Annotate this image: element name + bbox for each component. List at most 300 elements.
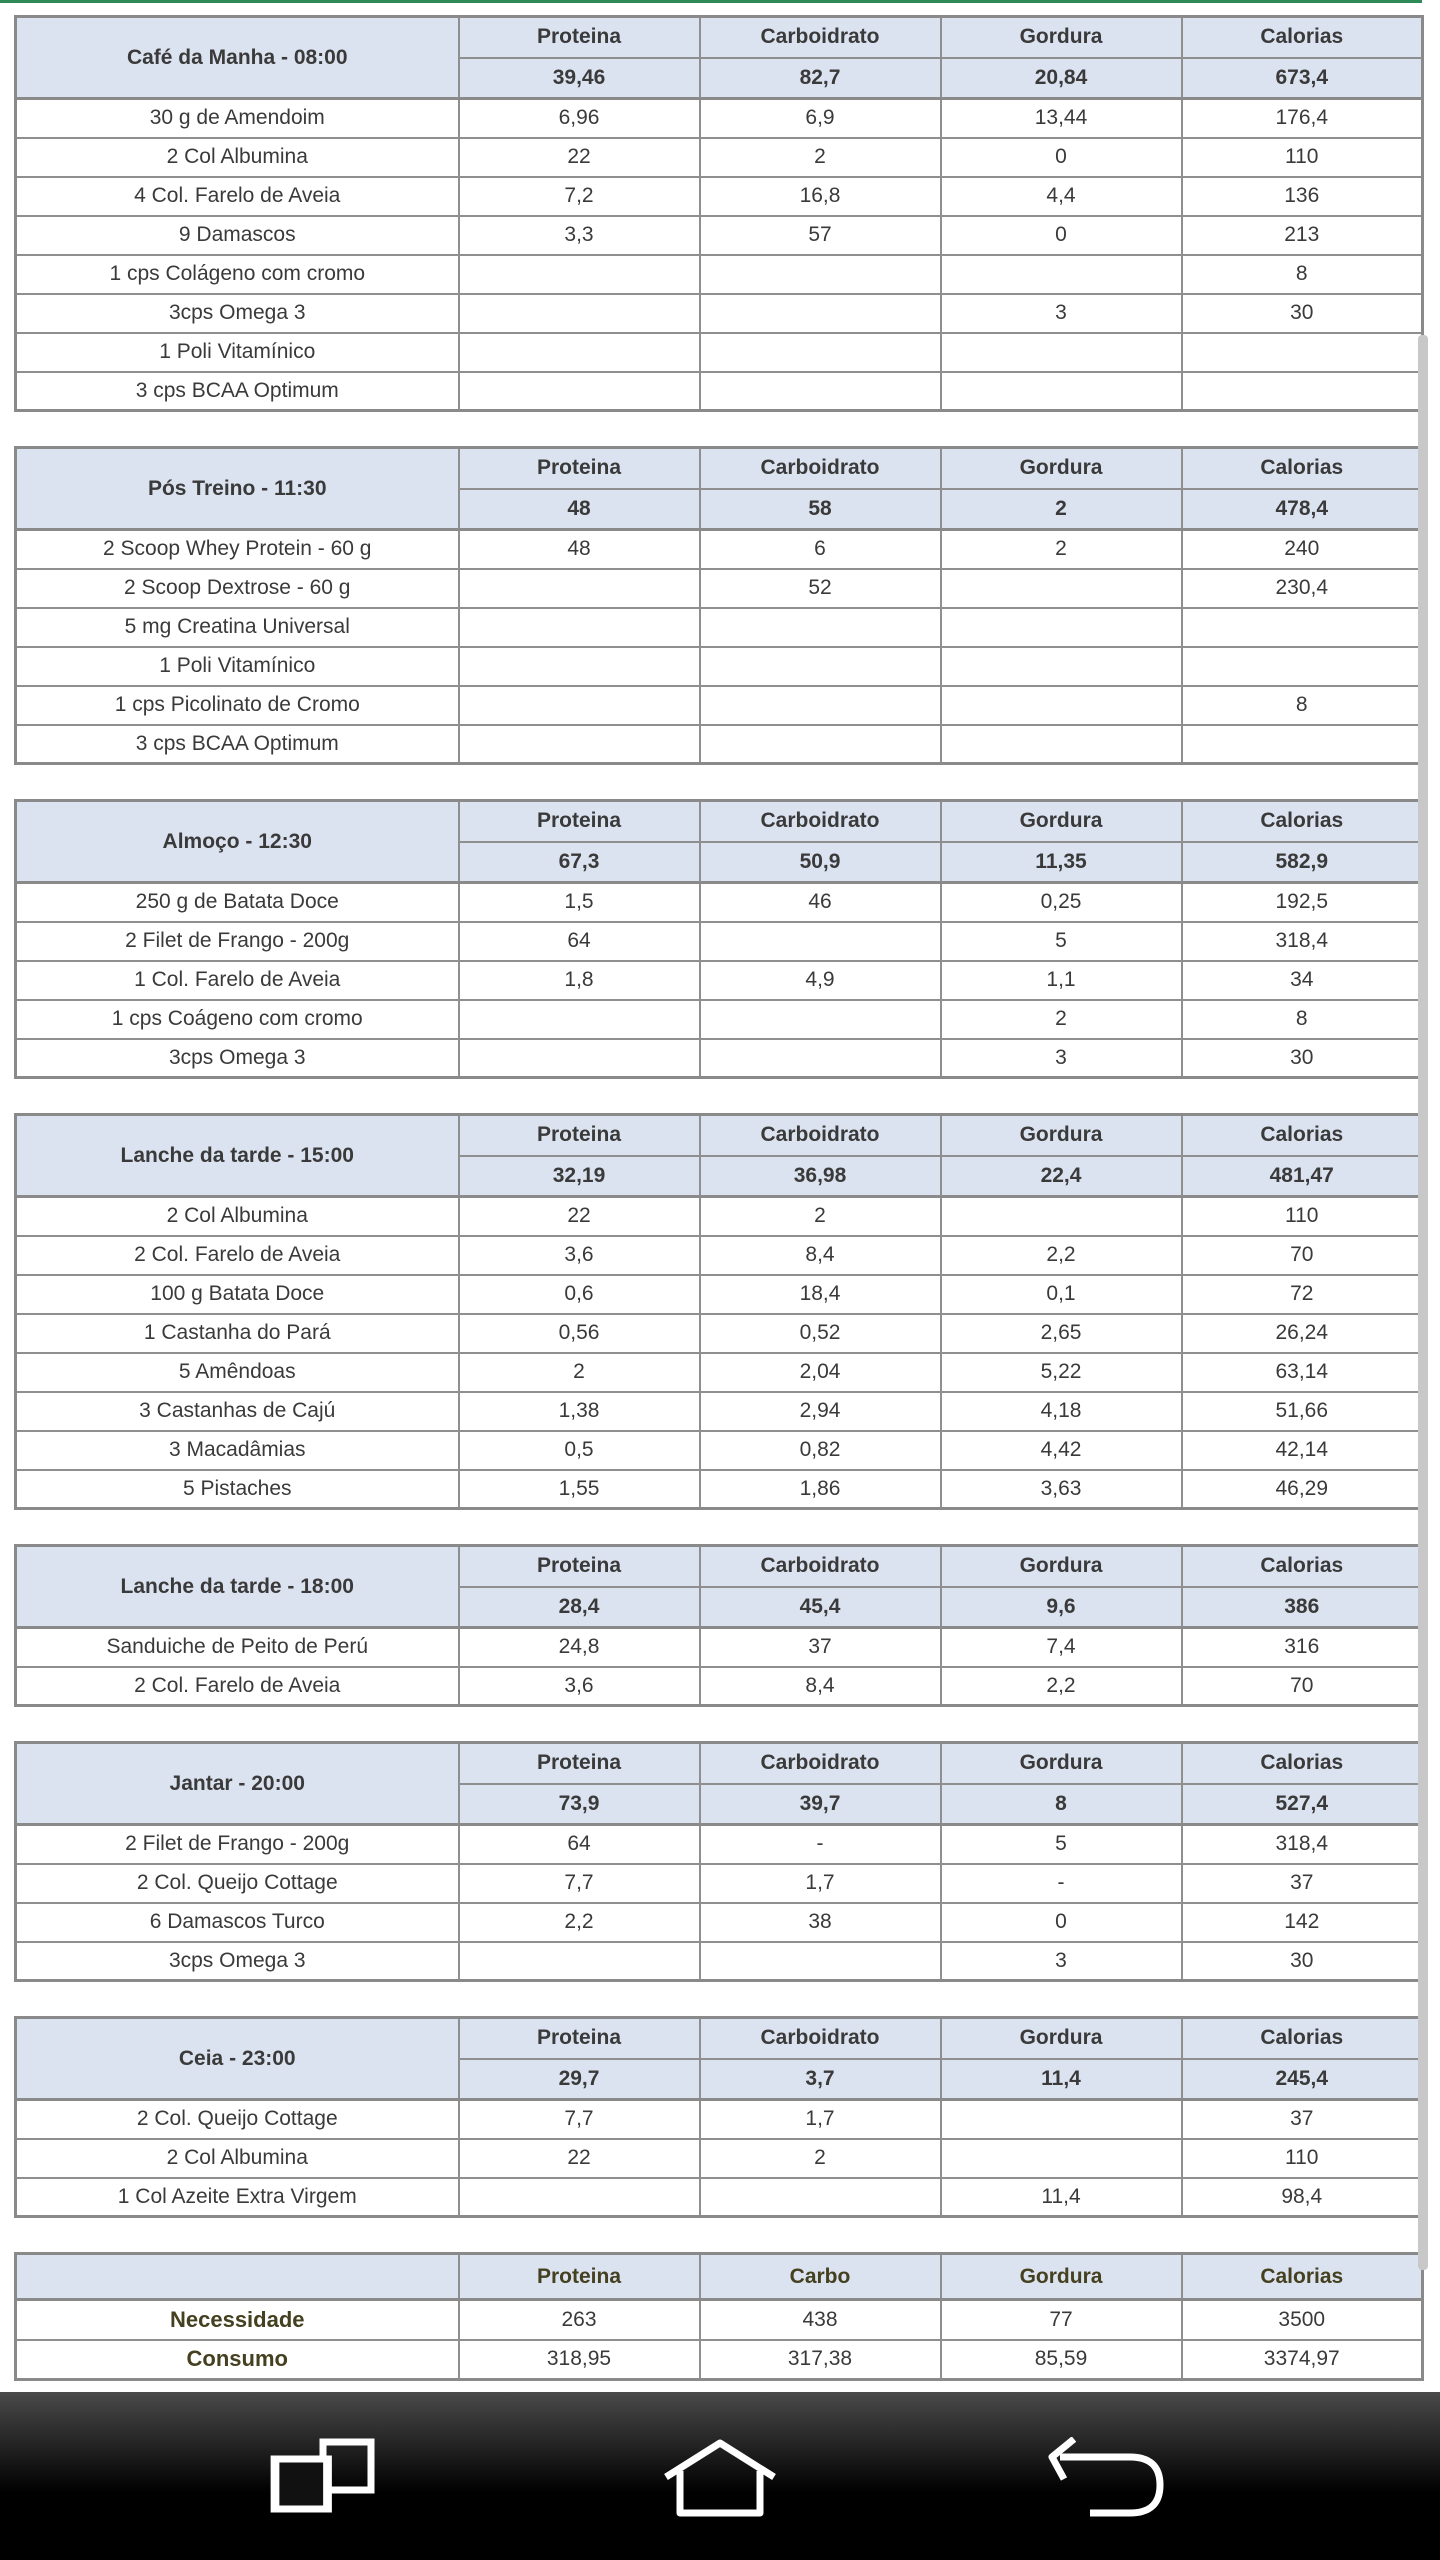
food-name: 3cps Omega 3 bbox=[16, 1942, 459, 1981]
food-name: 1 cps Colágeno com cromo bbox=[16, 255, 459, 294]
meal-total: 67,3 bbox=[459, 842, 700, 883]
food-name: Sanduiche de Peito de Perú bbox=[16, 1628, 459, 1667]
nutrient-value: 37 bbox=[1182, 1864, 1423, 1903]
nutrient-value bbox=[700, 725, 941, 764]
column-header: Calorias bbox=[1182, 1743, 1423, 1784]
nutrient-value: 4,9 bbox=[700, 961, 941, 1000]
food-name: 2 Col Albumina bbox=[16, 2139, 459, 2178]
food-row bbox=[16, 1275, 1423, 1314]
food-row bbox=[16, 177, 1423, 216]
meal-total: 58 bbox=[700, 489, 941, 530]
nutrient-value: 3,3 bbox=[459, 216, 700, 255]
nutrient-value: 6,9 bbox=[700, 99, 941, 138]
nutrient-value: 2 bbox=[941, 530, 1182, 569]
food-row bbox=[16, 255, 1423, 294]
nutrient-value: 1,7 bbox=[700, 2100, 941, 2139]
food-row bbox=[16, 1667, 1423, 1706]
nutrient-value: 5 bbox=[941, 922, 1182, 961]
meal-table bbox=[14, 446, 1424, 765]
column-header: Calorias bbox=[1182, 1115, 1423, 1156]
food-row bbox=[16, 1236, 1423, 1275]
nutrient-value bbox=[459, 255, 700, 294]
nutrient-value bbox=[700, 2178, 941, 2217]
food-name: 2 Col. Queijo Cottage bbox=[16, 2100, 459, 2139]
food-row bbox=[16, 922, 1423, 961]
nutrient-value: 30 bbox=[1182, 1942, 1423, 1981]
food-row bbox=[16, 647, 1423, 686]
meal-total: 8 bbox=[941, 1784, 1182, 1825]
nutrient-value: 4,18 bbox=[941, 1392, 1182, 1431]
food-name: 1 cps Coágeno com cromo bbox=[16, 1000, 459, 1039]
nutrient-value bbox=[941, 608, 1182, 647]
nutrient-value: 7,2 bbox=[459, 177, 700, 216]
back-icon bbox=[1030, 2437, 1190, 2517]
nutrient-value bbox=[459, 372, 700, 411]
food-name: 3 cps BCAA Optimum bbox=[16, 725, 459, 764]
meal-total: 9,6 bbox=[941, 1587, 1182, 1628]
nutrient-value: 2 bbox=[700, 138, 941, 177]
nutrient-value bbox=[459, 1000, 700, 1039]
food-row bbox=[16, 2178, 1423, 2217]
nutrient-value: 52 bbox=[700, 569, 941, 608]
nutrient-value: 0 bbox=[941, 138, 1182, 177]
nutrient-value: 11,4 bbox=[941, 2178, 1182, 2217]
column-header: Calorias bbox=[1182, 1546, 1423, 1587]
food-name: 1 cps Picolinato de Cromo bbox=[16, 686, 459, 725]
nutrient-value: 51,66 bbox=[1182, 1392, 1423, 1431]
nutrient-value: 2,04 bbox=[700, 1353, 941, 1392]
food-name: 1 Col Azeite Extra Virgem bbox=[16, 2178, 459, 2217]
scrollbar[interactable] bbox=[1418, 335, 1428, 2270]
summary-value: 438 bbox=[700, 2300, 941, 2340]
food-row bbox=[16, 1864, 1423, 1903]
nutrient-value bbox=[459, 608, 700, 647]
food-name: 2 Col. Farelo de Aveia bbox=[16, 1236, 459, 1275]
nutrient-value bbox=[700, 333, 941, 372]
meal-header-row bbox=[16, 2018, 1423, 2059]
nutrient-value: 8,4 bbox=[700, 1667, 941, 1706]
column-header: Calorias bbox=[1182, 2018, 1423, 2059]
nutrient-value bbox=[941, 647, 1182, 686]
nutrient-value: 26,24 bbox=[1182, 1314, 1423, 1353]
column-header: Gordura bbox=[941, 1546, 1182, 1587]
food-name: 6 Damascos Turco bbox=[16, 1903, 459, 1942]
nutrient-value: 2,2 bbox=[459, 1903, 700, 1942]
food-name: 3cps Omega 3 bbox=[16, 294, 459, 333]
nutrient-value: 22 bbox=[459, 138, 700, 177]
nutrient-value: 30 bbox=[1182, 1039, 1423, 1078]
food-name: 2 Scoop Dextrose - 60 g bbox=[16, 569, 459, 608]
food-row bbox=[16, 1431, 1423, 1470]
nutrient-value: 1,55 bbox=[459, 1470, 700, 1509]
nutrient-value bbox=[459, 294, 700, 333]
food-row bbox=[16, 216, 1423, 255]
nutrient-value: 0,56 bbox=[459, 1314, 700, 1353]
meal-table bbox=[14, 1544, 1424, 1707]
top-accent-line bbox=[0, 0, 1422, 3]
food-name: 2 Col Albumina bbox=[16, 138, 459, 177]
column-header: Proteina bbox=[459, 801, 700, 842]
nutrient-value: 110 bbox=[1182, 2139, 1423, 2178]
nutrient-value: 57 bbox=[700, 216, 941, 255]
food-name: 2 Col Albumina bbox=[16, 1197, 459, 1236]
meal-title: Almoço - 12:30 bbox=[16, 801, 459, 883]
nutrient-value: 2,2 bbox=[941, 1667, 1182, 1706]
food-name: 2 Col. Farelo de Aveia bbox=[16, 1667, 459, 1706]
meal-title: Lanche da tarde - 18:00 bbox=[16, 1546, 459, 1628]
food-name: 9 Damascos bbox=[16, 216, 459, 255]
nutrient-value bbox=[700, 686, 941, 725]
meal-total: 22,4 bbox=[941, 1156, 1182, 1197]
column-header: Proteina bbox=[459, 448, 700, 489]
nutrient-value: 316 bbox=[1182, 1628, 1423, 1667]
meal-total: 11,35 bbox=[941, 842, 1182, 883]
nutrient-value: 192,5 bbox=[1182, 883, 1423, 922]
nutrient-value bbox=[1182, 725, 1423, 764]
nutrient-value: 64 bbox=[459, 922, 700, 961]
nutrient-value: 0,6 bbox=[459, 1275, 700, 1314]
nutrient-value: 240 bbox=[1182, 530, 1423, 569]
nutrient-value: 0,1 bbox=[941, 1275, 1182, 1314]
food-name: 3 Macadâmias bbox=[16, 1431, 459, 1470]
nutrient-value: 2,65 bbox=[941, 1314, 1182, 1353]
nutrient-value: 176,4 bbox=[1182, 99, 1423, 138]
meal-total: 28,4 bbox=[459, 1587, 700, 1628]
nutrient-value: 2 bbox=[700, 1197, 941, 1236]
nutrient-value: 63,14 bbox=[1182, 1353, 1423, 1392]
nutrient-value: 18,4 bbox=[700, 1275, 941, 1314]
meal-title: Lanche da tarde - 15:00 bbox=[16, 1115, 459, 1197]
meal-total: 3,7 bbox=[700, 2059, 941, 2100]
meal-title: Café da Manha - 08:00 bbox=[16, 17, 459, 99]
food-row bbox=[16, 1470, 1423, 1509]
column-header: Calorias bbox=[1182, 448, 1423, 489]
nutrient-value bbox=[459, 725, 700, 764]
nutrient-value: 37 bbox=[700, 1628, 941, 1667]
nutrient-value: 72 bbox=[1182, 1275, 1423, 1314]
nutrient-value: 22 bbox=[459, 1197, 700, 1236]
meal-table bbox=[14, 799, 1424, 1079]
nutrient-value: 0,5 bbox=[459, 1431, 700, 1470]
nutrient-value: 38 bbox=[700, 1903, 941, 1942]
food-name: 2 Filet de Frango - 200g bbox=[16, 922, 459, 961]
nutrient-value: 3 bbox=[941, 294, 1182, 333]
nutrient-value: 2,2 bbox=[941, 1236, 1182, 1275]
nutrient-value: 70 bbox=[1182, 1667, 1423, 1706]
summary-column-header: Carbo bbox=[700, 2254, 941, 2300]
nutrient-value: 64 bbox=[459, 1825, 700, 1864]
nutrient-value: 2 bbox=[459, 1353, 700, 1392]
meal-total: 39,46 bbox=[459, 58, 700, 99]
food-row bbox=[16, 686, 1423, 725]
meal-total: 50,9 bbox=[700, 842, 941, 883]
meal-header-row bbox=[16, 1115, 1423, 1156]
nutrient-value: 98,4 bbox=[1182, 2178, 1423, 2217]
column-header: Gordura bbox=[941, 1115, 1182, 1156]
meal-header-row bbox=[16, 1743, 1423, 1784]
nutrient-value: 0 bbox=[941, 1903, 1182, 1942]
food-row bbox=[16, 1392, 1423, 1431]
summary-column-header: Calorias bbox=[1182, 2254, 1423, 2300]
food-row bbox=[16, 883, 1423, 922]
meal-total: 527,4 bbox=[1182, 1784, 1423, 1825]
food-name: 5 Amêndoas bbox=[16, 1353, 459, 1392]
nutrient-value: 0 bbox=[941, 216, 1182, 255]
summary-value: 85,59 bbox=[941, 2340, 1182, 2380]
nutrient-value: 3 bbox=[941, 1942, 1182, 1981]
nutrient-value bbox=[941, 686, 1182, 725]
nutrient-value: 5,22 bbox=[941, 1353, 1182, 1392]
home-icon bbox=[640, 2437, 800, 2517]
summary-value: 317,38 bbox=[700, 2340, 941, 2380]
column-header: Gordura bbox=[941, 448, 1182, 489]
food-row bbox=[16, 1314, 1423, 1353]
nutrient-value bbox=[700, 294, 941, 333]
nutrient-value: 16,8 bbox=[700, 177, 941, 216]
meal-total: 39,7 bbox=[700, 1784, 941, 1825]
food-name: 2 Scoop Whey Protein - 60 g bbox=[16, 530, 459, 569]
nutrient-value bbox=[459, 686, 700, 725]
column-header: Proteina bbox=[459, 1115, 700, 1156]
nutrient-value: 2,94 bbox=[700, 1392, 941, 1431]
meal-total: 582,9 bbox=[1182, 842, 1423, 883]
meal-total: 73,9 bbox=[459, 1784, 700, 1825]
nutrient-value: 70 bbox=[1182, 1236, 1423, 1275]
summary-column-header: Gordura bbox=[941, 2254, 1182, 2300]
home-button[interactable] bbox=[640, 2432, 800, 2522]
nutrient-value bbox=[941, 1197, 1182, 1236]
nutrient-value bbox=[459, 647, 700, 686]
nutrient-value bbox=[1182, 647, 1423, 686]
recent-apps-icon bbox=[270, 2437, 410, 2517]
summary-label: Consumo bbox=[16, 2340, 459, 2380]
nutrient-value: 142 bbox=[1182, 1903, 1423, 1942]
nutrient-value: 1,86 bbox=[700, 1470, 941, 1509]
food-name: 250 g de Batata Doce bbox=[16, 883, 459, 922]
food-row bbox=[16, 569, 1423, 608]
nutrient-value: 4,42 bbox=[941, 1431, 1182, 1470]
meal-title: Pós Treino - 11:30 bbox=[16, 448, 459, 530]
food-row bbox=[16, 1942, 1423, 1981]
food-name: 1 Poli Vitamínico bbox=[16, 647, 459, 686]
meal-header-row bbox=[16, 17, 1423, 58]
nutrient-value: 3,6 bbox=[459, 1667, 700, 1706]
food-name: 4 Col. Farelo de Aveia bbox=[16, 177, 459, 216]
food-row bbox=[16, 1039, 1423, 1078]
column-header: Proteina bbox=[459, 1743, 700, 1784]
meal-title: Ceia - 23:00 bbox=[16, 2018, 459, 2100]
food-row bbox=[16, 2100, 1423, 2139]
meal-table bbox=[14, 1741, 1424, 1982]
summary-row bbox=[16, 2340, 1423, 2380]
meal-total: 11,4 bbox=[941, 2059, 1182, 2100]
column-header: Carboidrato bbox=[700, 801, 941, 842]
recent-apps-button[interactable] bbox=[260, 2432, 420, 2522]
nutrient-value bbox=[700, 255, 941, 294]
nutrient-value: 3 bbox=[941, 1039, 1182, 1078]
meal-total: 32,19 bbox=[459, 1156, 700, 1197]
food-name: 2 Filet de Frango - 200g bbox=[16, 1825, 459, 1864]
food-name: 3cps Omega 3 bbox=[16, 1039, 459, 1078]
food-row bbox=[16, 530, 1423, 569]
nutrient-value: 230,4 bbox=[1182, 569, 1423, 608]
nutrient-value: 3,63 bbox=[941, 1470, 1182, 1509]
meal-total: 36,98 bbox=[700, 1156, 941, 1197]
meal-tables bbox=[14, 15, 1424, 2392]
meal-header-row bbox=[16, 1546, 1423, 1587]
nutrient-value bbox=[700, 1000, 941, 1039]
nutrient-value: 1,1 bbox=[941, 961, 1182, 1000]
food-name: 1 Poli Vitamínico bbox=[16, 333, 459, 372]
food-row bbox=[16, 725, 1423, 764]
column-header: Proteina bbox=[459, 17, 700, 58]
meal-total: 20,84 bbox=[941, 58, 1182, 99]
nutrient-value: 0,82 bbox=[700, 1431, 941, 1470]
column-header: Gordura bbox=[941, 801, 1182, 842]
nutrient-value: 4,4 bbox=[941, 177, 1182, 216]
nutrient-value: 1,8 bbox=[459, 961, 700, 1000]
summary-header-row bbox=[16, 2254, 1423, 2300]
nutrient-value: 318,4 bbox=[1182, 922, 1423, 961]
nutrient-value: 34 bbox=[1182, 961, 1423, 1000]
nutrient-value bbox=[700, 1942, 941, 1981]
column-header: Gordura bbox=[941, 1743, 1182, 1784]
column-header: Carboidrato bbox=[700, 448, 941, 489]
nutrient-value bbox=[941, 2100, 1182, 2139]
nutrient-value bbox=[459, 569, 700, 608]
nutrient-value: 8,4 bbox=[700, 1236, 941, 1275]
nutrient-value: 136 bbox=[1182, 177, 1423, 216]
nutrient-value bbox=[700, 922, 941, 961]
android-nav-bar bbox=[0, 2392, 1440, 2560]
summary-value: 3374,97 bbox=[1182, 2340, 1423, 2380]
summary-value: 318,95 bbox=[459, 2340, 700, 2380]
summary-value: 263 bbox=[459, 2300, 700, 2340]
nutrient-value: 5 bbox=[941, 1825, 1182, 1864]
nutrient-value bbox=[1182, 333, 1423, 372]
column-header: Gordura bbox=[941, 2018, 1182, 2059]
nutrient-value: 30 bbox=[1182, 294, 1423, 333]
nutrient-value: 22 bbox=[459, 2139, 700, 2178]
food-name: 30 g de Amendoim bbox=[16, 99, 459, 138]
food-row bbox=[16, 1825, 1423, 1864]
meal-header-row bbox=[16, 448, 1423, 489]
nutrient-value bbox=[459, 333, 700, 372]
summary-value: 3500 bbox=[1182, 2300, 1423, 2340]
meal-total: 245,4 bbox=[1182, 2059, 1423, 2100]
nutrient-value bbox=[700, 1039, 941, 1078]
summary-row bbox=[16, 2300, 1423, 2340]
column-header: Carboidrato bbox=[700, 1115, 941, 1156]
nutrient-value: 1,5 bbox=[459, 883, 700, 922]
food-row bbox=[16, 1197, 1423, 1236]
nutrient-value: 42,14 bbox=[1182, 1431, 1423, 1470]
nutrient-value bbox=[941, 372, 1182, 411]
nutrient-value bbox=[941, 2139, 1182, 2178]
column-header: Carboidrato bbox=[700, 1743, 941, 1784]
nutrient-value: 110 bbox=[1182, 1197, 1423, 1236]
nutrient-value: 0,52 bbox=[700, 1314, 941, 1353]
nutrient-value: 46 bbox=[700, 883, 941, 922]
nutrient-value: 7,4 bbox=[941, 1628, 1182, 1667]
column-header: Carboidrato bbox=[700, 2018, 941, 2059]
nutrient-value: 8 bbox=[1182, 1000, 1423, 1039]
food-name: 100 g Batata Doce bbox=[16, 1275, 459, 1314]
nutrient-value: 213 bbox=[1182, 216, 1423, 255]
food-row bbox=[16, 2139, 1423, 2178]
food-name: 3 Castanhas de Cajú bbox=[16, 1392, 459, 1431]
nutrient-value: 7,7 bbox=[459, 1864, 700, 1903]
column-header: Proteina bbox=[459, 1546, 700, 1587]
food-row bbox=[16, 294, 1423, 333]
nutrient-value: 3,6 bbox=[459, 1236, 700, 1275]
food-name: 3 cps BCAA Optimum bbox=[16, 372, 459, 411]
nutrient-value: 24,8 bbox=[459, 1628, 700, 1667]
summary-table bbox=[14, 2252, 1424, 2381]
column-header: Carboidrato bbox=[700, 17, 941, 58]
nutrient-value: 0,25 bbox=[941, 883, 1182, 922]
column-header: Calorias bbox=[1182, 17, 1423, 58]
column-header: Proteina bbox=[459, 2018, 700, 2059]
nutrient-value: 37 bbox=[1182, 2100, 1423, 2139]
food-name: 1 Col. Farelo de Aveia bbox=[16, 961, 459, 1000]
meal-total: 48 bbox=[459, 489, 700, 530]
nutrient-value bbox=[1182, 372, 1423, 411]
nutrient-value bbox=[941, 569, 1182, 608]
meal-table bbox=[14, 1113, 1424, 1510]
food-row bbox=[16, 1353, 1423, 1392]
summary-label: Necessidade bbox=[16, 2300, 459, 2340]
nutrient-value bbox=[459, 2178, 700, 2217]
meal-title: Jantar - 20:00 bbox=[16, 1743, 459, 1825]
column-header: Gordura bbox=[941, 17, 1182, 58]
column-header: Carboidrato bbox=[700, 1546, 941, 1587]
nutrient-value bbox=[1182, 608, 1423, 647]
nutrient-value: 13,44 bbox=[941, 99, 1182, 138]
meal-table bbox=[14, 2016, 1424, 2218]
food-name: 5 Pistaches bbox=[16, 1470, 459, 1509]
nutrient-value bbox=[941, 725, 1182, 764]
nutrient-value: 110 bbox=[1182, 138, 1423, 177]
nutrient-value: 2 bbox=[700, 2139, 941, 2178]
food-row bbox=[16, 1903, 1423, 1942]
back-button[interactable] bbox=[1030, 2432, 1190, 2522]
nutrient-value: 318,4 bbox=[1182, 1825, 1423, 1864]
nutrient-value: - bbox=[941, 1864, 1182, 1903]
nutrient-value: 1,38 bbox=[459, 1392, 700, 1431]
food-name: 1 Castanha do Pará bbox=[16, 1314, 459, 1353]
nutrient-value: 8 bbox=[1182, 255, 1423, 294]
meal-total: 29,7 bbox=[459, 2059, 700, 2100]
nutrient-value: 2 bbox=[941, 1000, 1182, 1039]
nutrient-value: 1,7 bbox=[700, 1864, 941, 1903]
nutrient-value bbox=[941, 255, 1182, 294]
meal-total: 45,4 bbox=[700, 1587, 941, 1628]
nutrient-value: 7,7 bbox=[459, 2100, 700, 2139]
nutrient-value: 48 bbox=[459, 530, 700, 569]
meal-total: 481,47 bbox=[1182, 1156, 1423, 1197]
meal-total: 673,4 bbox=[1182, 58, 1423, 99]
nutrient-value bbox=[459, 1039, 700, 1078]
nutrient-value bbox=[700, 647, 941, 686]
food-row bbox=[16, 1628, 1423, 1667]
summary-corner bbox=[16, 2254, 459, 2300]
nutrient-value: 6,96 bbox=[459, 99, 700, 138]
meal-total: 82,7 bbox=[700, 58, 941, 99]
summary-column-header: Proteina bbox=[459, 2254, 700, 2300]
nutrient-value bbox=[700, 372, 941, 411]
meal-header-row bbox=[16, 801, 1423, 842]
